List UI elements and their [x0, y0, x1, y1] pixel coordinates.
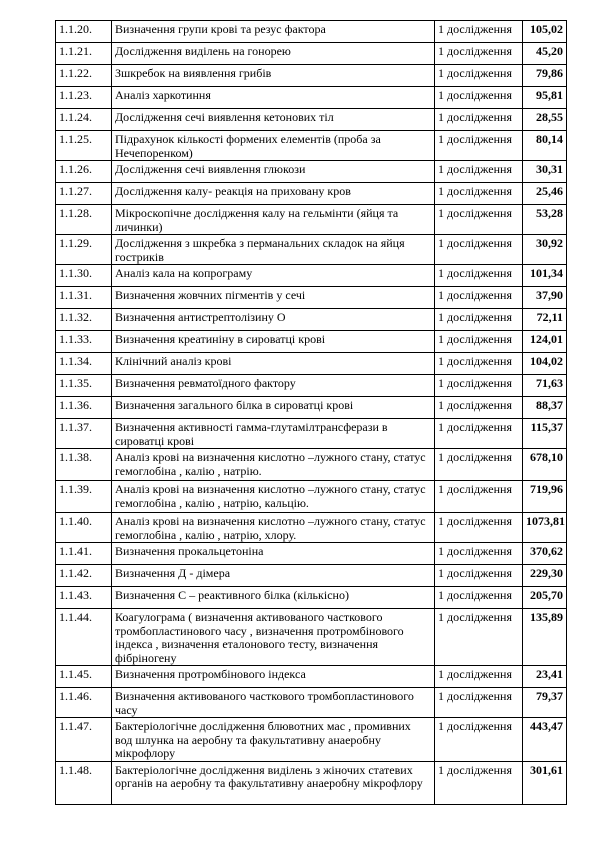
table-row	[56, 353, 567, 375]
unit-cell: 1 дослідження	[435, 205, 523, 235]
price-cell: 105,02	[523, 21, 567, 43]
table-row	[56, 235, 567, 265]
table-row	[56, 718, 567, 762]
price-cell: 25,46	[523, 183, 567, 205]
service-name: Аналіз крові на визначення кислотно –лужного стану, статус гемоглобіна , калію , натрію, кальцію.	[112, 481, 435, 513]
unit-cell: 1 дослідження	[435, 397, 523, 419]
unit-cell: 1 дослідження	[435, 543, 523, 565]
row-number: 1.1.20.	[56, 21, 112, 43]
table-row	[56, 449, 567, 481]
service-name: Аналіз харкотиння	[112, 87, 435, 109]
row-number: 1.1.39.	[56, 481, 112, 513]
unit-cell: 1 дослідження	[435, 43, 523, 65]
service-name: Визначення протромбінового індекса	[112, 666, 435, 688]
row-number: 1.1.25.	[56, 131, 112, 161]
unit-cell: 1 дослідження	[435, 353, 523, 375]
price-cell: 28,55	[523, 109, 567, 131]
price-cell: 370,62	[523, 543, 567, 565]
service-name: Бактеріологічне дослідження блювотних мас , промивних вод шлунка на аеробну та факультативну анаеробну мікрофлору	[112, 718, 435, 762]
row-number: 1.1.29.	[56, 235, 112, 265]
unit-cell: 1 дослідження	[435, 481, 523, 513]
table-row	[56, 43, 567, 65]
unit-cell: 1 дослідження	[435, 587, 523, 609]
price-cell: 104,02	[523, 353, 567, 375]
service-name: Визначення активності гамма-глутамілтрансферази в сироватці крові	[112, 419, 435, 449]
row-number: 1.1.32.	[56, 309, 112, 331]
row-number: 1.1.34.	[56, 353, 112, 375]
unit-cell: 1 дослідження	[435, 87, 523, 109]
price-cell: 37,90	[523, 287, 567, 309]
service-name: Коагулограма ( визначення активованого часткового тромбопластинового часу , визначення протромбінового індекса , визначення еталонового тесту, визначення фібріногену	[112, 609, 435, 666]
row-number: 1.1.30.	[56, 265, 112, 287]
service-name: Визначення ревматоїдного фактору	[112, 375, 435, 397]
table-row	[56, 161, 567, 183]
price-cell: 135,89	[523, 609, 567, 666]
service-name: Визначення С – реактивного білка (кількісно)	[112, 587, 435, 609]
unit-cell: 1 дослідження	[435, 375, 523, 397]
table-row	[56, 761, 567, 804]
row-number: 1.1.28.	[56, 205, 112, 235]
row-number: 1.1.43.	[56, 587, 112, 609]
table-row	[56, 265, 567, 287]
table-row	[56, 688, 567, 718]
unit-cell: 1 дослідження	[435, 513, 523, 543]
unit-cell: 1 дослідження	[435, 235, 523, 265]
table-row	[56, 419, 567, 449]
row-number: 1.1.41.	[56, 543, 112, 565]
price-cell: 124,01	[523, 331, 567, 353]
table-row	[56, 513, 567, 543]
table-row	[56, 183, 567, 205]
table-row	[56, 109, 567, 131]
table-row	[56, 609, 567, 666]
service-name: Клінічний аналіз крові	[112, 353, 435, 375]
row-number: 1.1.23.	[56, 87, 112, 109]
unit-cell: 1 дослідження	[435, 609, 523, 666]
unit-cell: 1 дослідження	[435, 131, 523, 161]
table-row	[56, 543, 567, 565]
row-number: 1.1.36.	[56, 397, 112, 419]
service-name: Бактеріологічне дослідження виділень з жіночих статевих органів на аеробну та факультативну анаеробну мікрофлору	[112, 761, 435, 804]
service-name: Визначення Д - дімера	[112, 565, 435, 587]
row-number: 1.1.47.	[56, 718, 112, 762]
unit-cell: 1 дослідження	[435, 688, 523, 718]
unit-cell: 1 дослідження	[435, 65, 523, 87]
row-number: 1.1.26.	[56, 161, 112, 183]
service-name: Дослідження калу- реакція на приховану кров	[112, 183, 435, 205]
table-row	[56, 375, 567, 397]
row-number: 1.1.46.	[56, 688, 112, 718]
row-number: 1.1.21.	[56, 43, 112, 65]
price-cell: 95,81	[523, 87, 567, 109]
price-cell: 71,63	[523, 375, 567, 397]
row-number: 1.1.48.	[56, 761, 112, 804]
table-row	[56, 65, 567, 87]
price-cell: 23,41	[523, 666, 567, 688]
service-name: Підрахунок кількості формених елементів (проба за Нечепоренком)	[112, 131, 435, 161]
table-row	[56, 287, 567, 309]
service-name: Визначення антистрептолізину О	[112, 309, 435, 331]
table-row	[56, 666, 567, 688]
table-row	[56, 21, 567, 43]
row-number: 1.1.24.	[56, 109, 112, 131]
service-name: Аналіз крові на визначення кислотно –лужного стану, статус гемоглобіна , калію , натрію, хлору.	[112, 513, 435, 543]
price-list-body	[56, 21, 567, 805]
service-name: Визначення загального білка в сироватці крові	[112, 397, 435, 419]
table-row	[56, 397, 567, 419]
price-list-table	[55, 20, 567, 805]
unit-cell: 1 дослідження	[435, 265, 523, 287]
table-row	[56, 331, 567, 353]
table-row	[56, 205, 567, 235]
price-cell: 53,28	[523, 205, 567, 235]
table-row	[56, 587, 567, 609]
service-name: Визначення прокальцетоніна	[112, 543, 435, 565]
unit-cell: 1 дослідження	[435, 21, 523, 43]
service-name: Дослідження виділень на гонорею	[112, 43, 435, 65]
unit-cell: 1 дослідження	[435, 761, 523, 804]
row-number: 1.1.42.	[56, 565, 112, 587]
service-name: Визначення жовчних пігментів у сечі	[112, 287, 435, 309]
service-name: Визначення креатиніну в сироватці крові	[112, 331, 435, 353]
row-number: 1.1.45.	[56, 666, 112, 688]
service-name: Визначення групи крові та резус фактора	[112, 21, 435, 43]
row-number: 1.1.22.	[56, 65, 112, 87]
unit-cell: 1 дослідження	[435, 718, 523, 762]
table-row	[56, 131, 567, 161]
price-cell: 229,30	[523, 565, 567, 587]
row-number: 1.1.38.	[56, 449, 112, 481]
unit-cell: 1 дослідження	[435, 565, 523, 587]
unit-cell: 1 дослідження	[435, 309, 523, 331]
unit-cell: 1 дослідження	[435, 666, 523, 688]
price-cell: 45,20	[523, 43, 567, 65]
table-row	[56, 309, 567, 331]
unit-cell: 1 дослідження	[435, 331, 523, 353]
price-cell: 1073,81	[523, 513, 567, 543]
price-cell: 301,61	[523, 761, 567, 804]
price-cell: 443,47	[523, 718, 567, 762]
row-number: 1.1.37.	[56, 419, 112, 449]
unit-cell: 1 дослідження	[435, 449, 523, 481]
table-row	[56, 565, 567, 587]
price-cell: 80,14	[523, 131, 567, 161]
row-number: 1.1.27.	[56, 183, 112, 205]
price-cell: 678,10	[523, 449, 567, 481]
table-row	[56, 481, 567, 513]
unit-cell: 1 дослідження	[435, 183, 523, 205]
service-name: Дослідження сечі виявлення кетонових тіл	[112, 109, 435, 131]
price-cell: 719,96	[523, 481, 567, 513]
service-name: Аналіз крові на визначення кислотно –лужного стану, статус гемоглобіна , калію , натрію.	[112, 449, 435, 481]
row-number: 1.1.40.	[56, 513, 112, 543]
row-number: 1.1.33.	[56, 331, 112, 353]
service-name: Мікроскопічне дослідження калу на гельмінти (яйця та личинки)	[112, 205, 435, 235]
unit-cell: 1 дослідження	[435, 161, 523, 183]
price-cell: 30,31	[523, 161, 567, 183]
service-name: Дослідження сечі виявлення глюкози	[112, 161, 435, 183]
price-cell: 101,34	[523, 265, 567, 287]
service-name: Дослідження з шкребка з перманальних складок на яйця гостриків	[112, 235, 435, 265]
unit-cell: 1 дослідження	[435, 419, 523, 449]
price-cell: 79,37	[523, 688, 567, 718]
service-name: Зшкребок на виявлення грибів	[112, 65, 435, 87]
service-name: Аналіз кала на копрограму	[112, 265, 435, 287]
unit-cell: 1 дослідження	[435, 287, 523, 309]
table-row	[56, 87, 567, 109]
row-number: 1.1.31.	[56, 287, 112, 309]
price-cell: 88,37	[523, 397, 567, 419]
service-name: Визначення активованого часткового тромбопластинового часу	[112, 688, 435, 718]
unit-cell: 1 дослідження	[435, 109, 523, 131]
price-cell: 79,86	[523, 65, 567, 87]
price-cell: 115,37	[523, 419, 567, 449]
price-cell: 30,92	[523, 235, 567, 265]
price-cell: 72,11	[523, 309, 567, 331]
price-cell: 205,70	[523, 587, 567, 609]
row-number: 1.1.44.	[56, 609, 112, 666]
row-number: 1.1.35.	[56, 375, 112, 397]
